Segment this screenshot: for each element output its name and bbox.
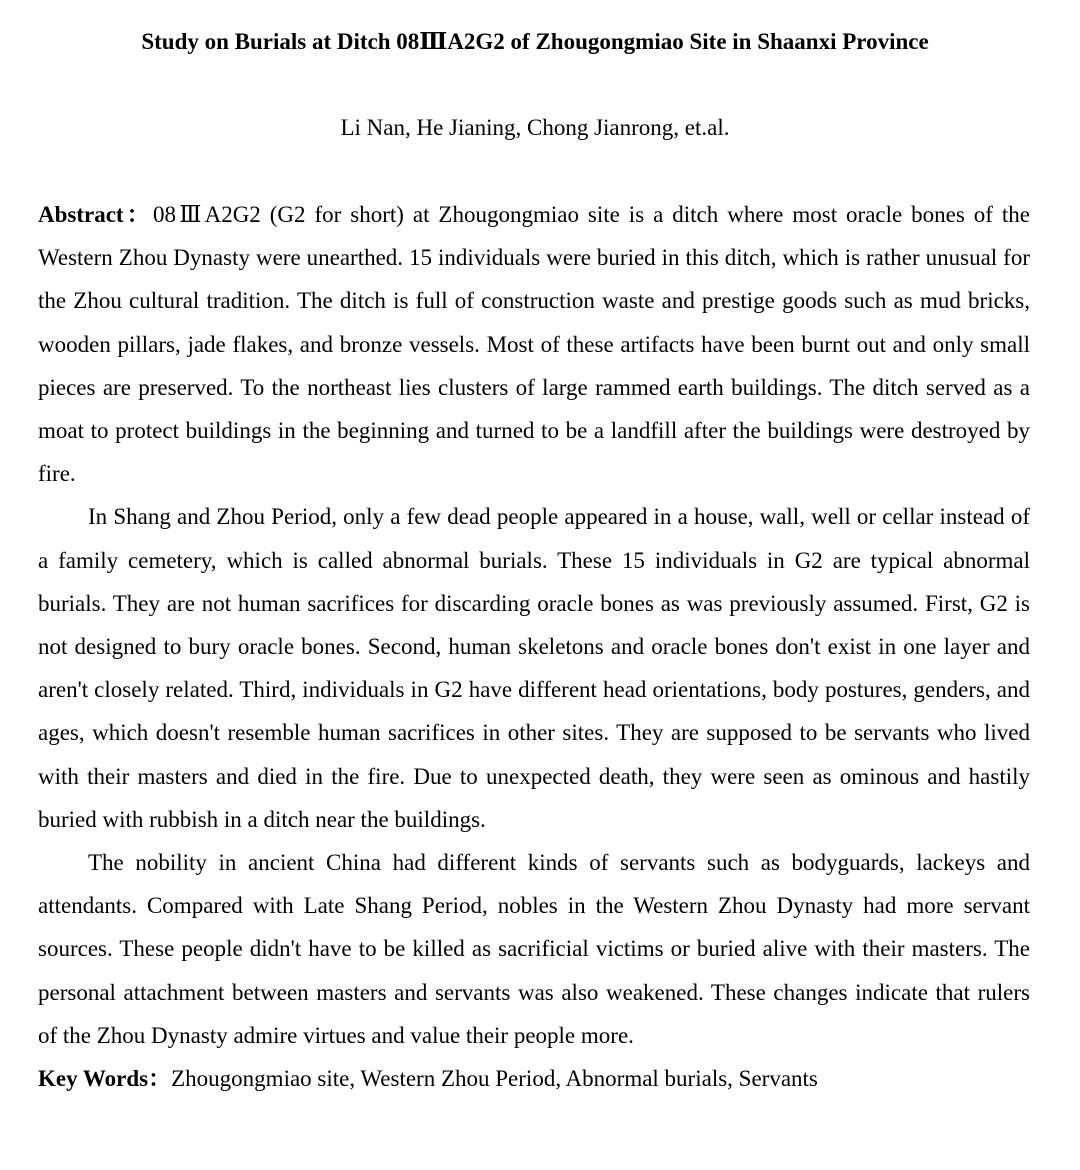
paper-title: Study on Burials at Ditch 08ⅢA2G2 of Zhougongmiao Site in Shaanxi Province <box>141 29 929 54</box>
abstract-paragraph-2: In Shang and Zhou Period, only a few dead people appeared in a house, wall, well or cellar instead of a family cemetery, which is called abnormal burials. These 15 individuals in G2 are typical abnormal burials. They are not human sacrifices for discarding oracle bones as was previously assumed. First, G2 is not designed to bury oracle bones. Second, human skeletons and oracle bones don't exist in one layer and aren't closely related. Third, individuals in G2 have different head orientations, body postures, genders, and ages, which doesn't resemble human sacrifices in other sites. They are supposed to be servants who lived with their masters and died in the fire. Due to unexpected death, they were seen as ominous and hastily buried with rubbish in a ditch near the buildings. <box>38 504 1030 832</box>
abstract-paragraph-3: The nobility in ancient China had different kinds of servants such as bodyguards, lackeys and attendants. Compared with Late Shang Period, nobles in the Western Zhou Dynasty had more servant sources. These people didn't have to be killed as sacrificial victims or buried alive with their masters. The personal attachment between masters and servants was also weakened. These changes indicate that rulers of the Zhou Dynasty admire virtues and value their people more. <box>38 850 1030 1048</box>
abstract-label: Abstract： <box>38 202 153 227</box>
abstract-paragraph-1-text: 08ⅢA2G2 (G2 for short) at Zhougongmiao site is a ditch where most oracle bones of the Western Zhou Dynasty were unearthed. 15 individuals were buried in this ditch, which is rather unusual for the Zhou cultural tradition. The ditch is full of construction waste and prestige goods such as mud bricks, wooden pillars, jade flakes, and bronze vessels. Most of these artifacts have been burnt out and only small pieces are preserved. To the northeast lies clusters of large rammed earth buildings. The ditch served as a moat to protect buildings in the beginning and turned to be a landfill after the buildings were destroyed by fire. <box>38 202 1030 487</box>
keywords-text: Zhougongmiao site, Western Zhou Period, Abnormal burials, Servants <box>171 1066 818 1092</box>
abstract-paragraph-1 <box>38 193 1030 495</box>
keywords-line <box>38 1057 1030 1100</box>
author-list: Li Nan, He Jianing, Chong Jianrong, et.al. <box>340 115 730 140</box>
abstract-section <box>38 193 1030 1100</box>
keywords-label: Key Words： <box>38 1066 172 1092</box>
